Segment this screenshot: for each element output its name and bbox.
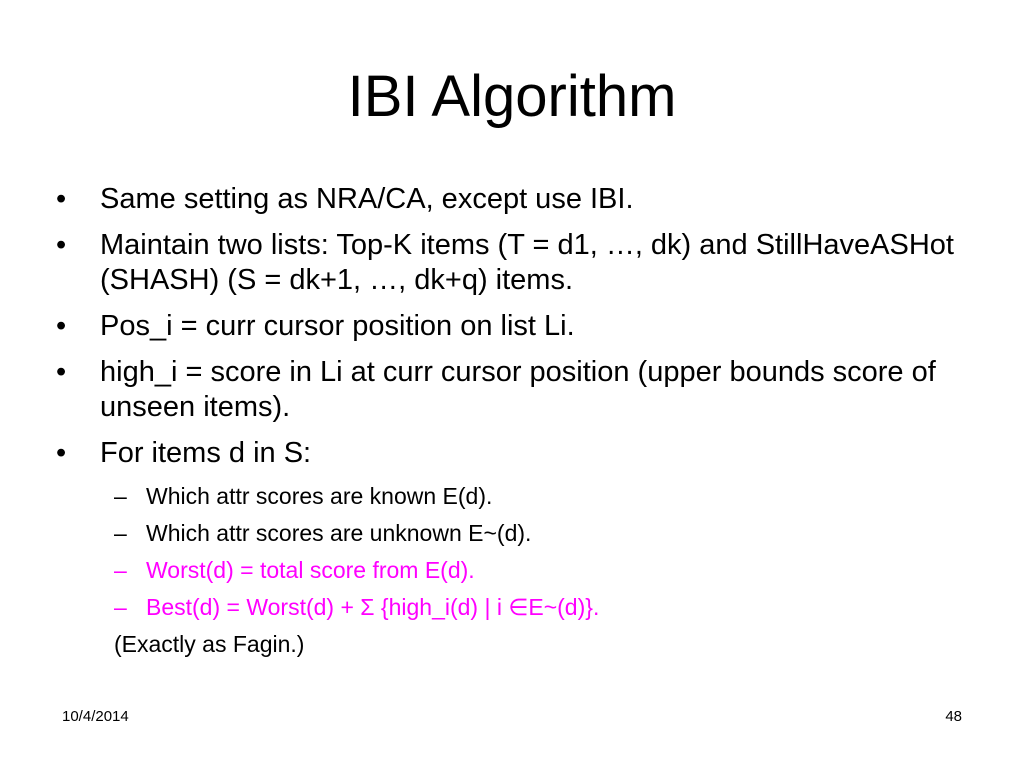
bullet-marker: • — [56, 437, 67, 469]
sub-bullet-marker: – — [114, 557, 127, 583]
slide-body — [56, 182, 976, 658]
bullet-text: high_i = score in Li at curr cursor position (upper bounds score of unseen items). — [100, 356, 936, 423]
note-text: (Exactly as Fagin.) — [114, 631, 305, 657]
bullet-text: Pos_i = curr cursor position on list Li. — [100, 310, 575, 342]
bullet-item — [56, 182, 976, 217]
footer-date: 10/4/2014 — [62, 708, 129, 725]
sub-bullet-item-highlighted — [56, 556, 976, 584]
sub-bullet-item-highlighted — [56, 593, 976, 621]
bullet-item — [56, 355, 976, 425]
bullet-text: Maintain two lists: Top-K items (T = d1, …, dk) and StillHaveASHot (SHASH) (S = dk+1, …, dk+q) items. — [100, 229, 954, 296]
sub-bullet-item — [56, 519, 976, 547]
sub-bullet-marker: – — [114, 594, 127, 620]
bullet-item — [56, 228, 976, 298]
bullet-text: Same setting as NRA/CA, except use IBI. — [100, 183, 634, 215]
page-number: 48 — [945, 708, 962, 725]
bullet-marker: • — [56, 183, 67, 215]
sub-bullet-text: Worst(d) = total score from E(d). — [146, 557, 475, 583]
sub-bullet-marker: – — [114, 483, 127, 509]
bullet-item — [56, 309, 976, 344]
bullet-marker: • — [56, 229, 67, 261]
bullet-item — [56, 436, 976, 471]
sub-bullet-marker: – — [114, 520, 127, 546]
sub-bullet-text: Best(d) = Worst(d) + Σ {high_i(d) | i ∈E~(d)}. — [146, 594, 600, 620]
sub-bullet-text: Which attr scores are unknown E~(d). — [146, 520, 532, 546]
slide-title: IBI Algorithm — [347, 64, 677, 129]
bullet-marker: • — [56, 356, 67, 388]
sub-bullet-item — [56, 482, 976, 510]
sub-bullet-text: Which attr scores are known E(d). — [146, 483, 493, 509]
bullet-marker: • — [56, 310, 67, 342]
bullet-text: For items d in S: — [100, 437, 312, 469]
